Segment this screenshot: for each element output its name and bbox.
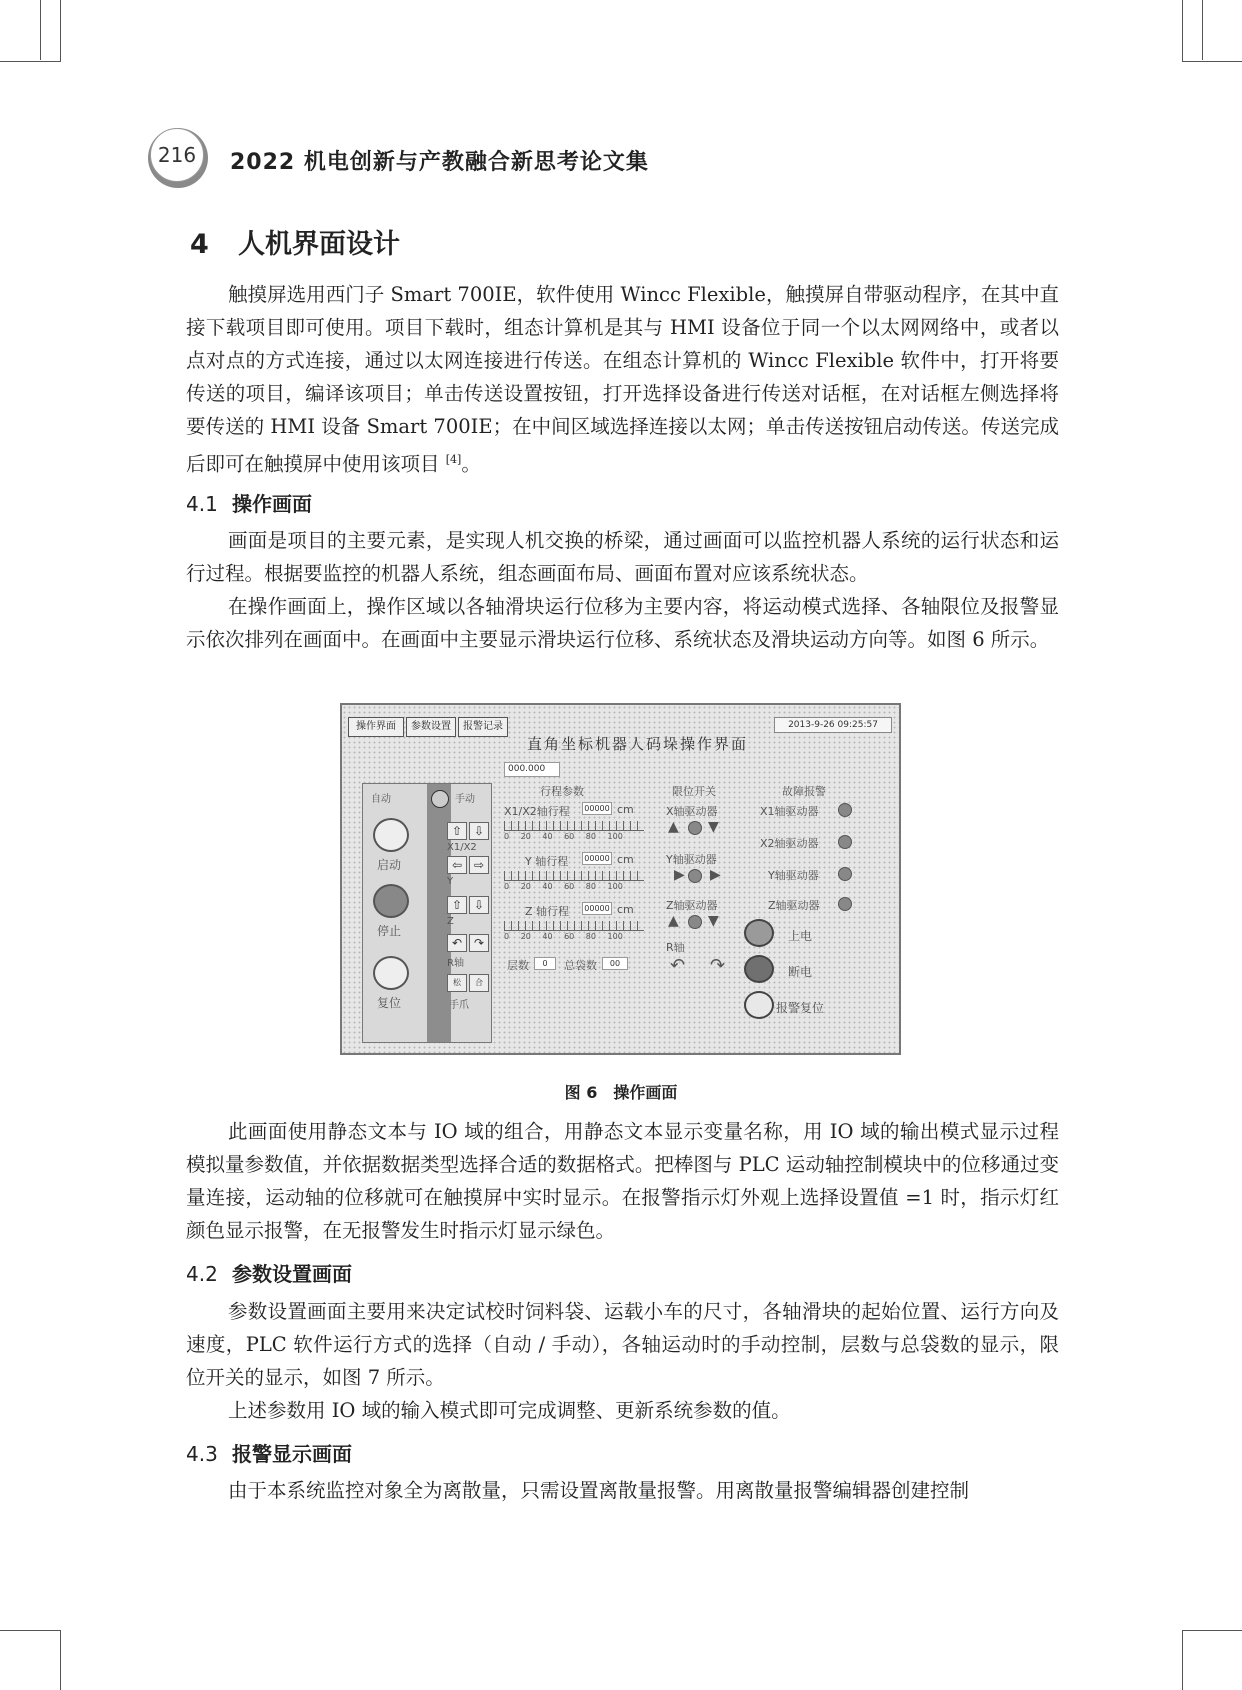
body-text (186, 524, 1059, 656)
section-number: 4 (190, 229, 209, 260)
alarm-x2-label: X2轴驱动器 (760, 837, 819, 850)
hmi-screenshot (340, 703, 901, 1055)
page-number: 216 (150, 128, 204, 182)
alarm-y-label: Y轴驱动器 (768, 869, 819, 882)
crop-mark (1182, 1630, 1183, 1690)
start-button[interactable] (373, 818, 409, 852)
rotate-ccw-icon: ↶ (670, 955, 686, 976)
crop-mark (0, 1630, 60, 1631)
crop-mark (40, 0, 41, 60)
paragraph: 在操作画面上，操作区域以各轴滑块运行位移为主要内容，将运动模式选择、各轴限位及报警显示依次排列在画面中。在画面中主要显示滑块运行位移、系统状态及滑块运动方向等。如图 6 所示。 (186, 595, 1059, 651)
mode-auto-label: 自动 (371, 794, 391, 805)
y-stroke-scale: 0 20 40 60 80 100 (504, 882, 623, 891)
crop-mark (1182, 0, 1183, 62)
power-on-button[interactable] (744, 919, 774, 947)
down-arrow-button[interactable]: ⇩ (469, 822, 489, 840)
z-stroke-scale: 0 20 40 60 80 100 (504, 932, 623, 941)
body-text (186, 278, 1059, 481)
rotate-cw-icon: ↷ (710, 955, 726, 976)
y-drive-label: Y轴驱动器 (666, 853, 717, 866)
section-title: 人机界面设计 (238, 229, 400, 260)
tab-alarm-log[interactable]: 报警记录 (458, 717, 508, 737)
body-text (186, 1474, 1059, 1507)
start-label: 启动 (377, 858, 402, 872)
z-stroke-unit: cm (617, 903, 634, 916)
z-drive-label: Z轴驱动器 (666, 899, 718, 912)
x-stroke-bar (504, 821, 644, 831)
up-arrow-button[interactable]: ⇧ (447, 896, 467, 914)
citation: [4] (445, 453, 462, 466)
crop-mark (60, 1630, 61, 1690)
gripper-label: 手爪 (449, 1000, 469, 1011)
stop-button[interactable] (373, 884, 409, 918)
mode-switch[interactable] (431, 790, 449, 808)
alarm-x1-label: X1轴驱动器 (760, 805, 819, 818)
subsection-heading: 4.1 操作画面 (186, 492, 312, 516)
alarm-reset-label: 报警复位 (776, 1001, 825, 1015)
y-limit-indicator (688, 869, 702, 883)
gripper-open-button[interactable]: 松 (447, 974, 467, 992)
rotate-cw-button[interactable]: ↷ (469, 934, 489, 952)
paragraph: 上述参数用 IO 域的输入模式即可完成调整、更新系统参数的值。 (228, 1399, 791, 1422)
crop-mark (60, 0, 61, 62)
crop-mark (1182, 1630, 1242, 1631)
up-triangle-icon: ▲ (668, 913, 679, 929)
alarm-header: 故障报警 (782, 785, 826, 798)
power-on-label: 上电 (788, 929, 813, 943)
book-title: 2022 机电创新与产教融合新思考论文集 (230, 150, 649, 175)
x-stroke-scale: 0 20 40 60 80 100 (504, 832, 623, 841)
alarm-z-led (838, 897, 852, 911)
value-display: 000.000 (504, 762, 560, 777)
axis-x1x2-label: X1/X2 (447, 842, 477, 853)
right-arrow-button[interactable]: ⇨ (469, 856, 489, 874)
layers-label: 层数 (507, 959, 529, 972)
z-stroke-label: Z 轴行程 (525, 905, 570, 918)
layers-value: 0 (534, 957, 556, 970)
r-axis-label: R轴 (666, 941, 685, 954)
crop-mark (1202, 0, 1203, 60)
x-limit-indicator (688, 821, 702, 835)
rotate-ccw-button[interactable]: ↶ (447, 934, 467, 952)
datetime-display: 2013-9-26 09:25:57 (774, 717, 892, 733)
tab-operation[interactable]: 操作界面 (348, 717, 404, 737)
paragraph: 画面是项目的主要元素，是实现人机交换的桥梁，通过画面可以监控机器人系统的运行状态和运行过程。根据要监控的机器人系统，组态画面布局、画面布置对应该系统状态。 (186, 529, 1059, 585)
limit-header: 限位开关 (672, 785, 716, 798)
axis-y-label: Y (447, 876, 454, 887)
axis-r-label: R轴 (447, 958, 464, 969)
section-heading (190, 222, 400, 261)
z-limit-indicator (688, 915, 702, 929)
y-stroke-unit: cm (617, 853, 634, 866)
paragraph: 由于本系统监控对象全为离散量，只需设置离散量报警。用离散量报警编辑器创建控制 (228, 1479, 970, 1502)
down-arrow-button[interactable]: ⇩ (469, 896, 489, 914)
body-text (186, 1295, 1059, 1427)
x-stroke-label: X1/X2轴行程 (504, 805, 570, 818)
axis-z-label: Z (447, 916, 454, 927)
down-triangle-icon: ▼ (708, 913, 719, 929)
gripper-close-button[interactable]: 合 (469, 974, 489, 992)
left-arrow-button[interactable]: ⇦ (447, 856, 467, 874)
alarm-y-led (838, 867, 852, 881)
right-triangle-icon: ▶ (710, 867, 721, 883)
x-drive-label: X轴驱动器 (666, 805, 718, 818)
alarm-z-label: Z轴驱动器 (768, 899, 820, 912)
tab-parameters[interactable]: 参数设置 (406, 717, 456, 737)
up-triangle-icon: ▲ (668, 819, 679, 835)
alarm-x1-led (838, 803, 852, 817)
mode-manual-label: 手动 (455, 794, 475, 805)
paragraph: 此画面使用静态文本与 IO 域的组合，用静态文本显示变量名称，用 IO 域的输出模式显示过程模拟量参数值，并依据数据类型选择合适的数据格式。把棒图与 PLC 运动轴控制模块中的位移通过变量连接，运动轴的位移就可在触摸屏中实时显示。在报警指示灯外观上选择设置值 =1 时，指示灯红颜色显示报警，在无报警发生时指示灯显示绿色。 (186, 1120, 1059, 1242)
control-panel (362, 783, 492, 1043)
alarm-reset-button[interactable] (744, 991, 774, 1019)
power-off-label: 断电 (788, 965, 813, 979)
figure-caption: 图 6 操作画面 (564, 1083, 678, 1102)
reset-button[interactable] (373, 956, 409, 990)
paragraph: 参数设置画面主要用来决定试校时饲料袋、运载小车的尺寸，各轴滑块的起始位置、运行方向及速度，PLC 软件运行方式的选择（自动 / 手动），各轴运动时的手动控制，层数与总袋数的显示，限位开关的显示，如图 7 所示。 (186, 1300, 1059, 1389)
crop-mark (0, 61, 60, 62)
z-stroke-bar (504, 921, 644, 931)
subsection-heading: 4.3 报警显示画面 (186, 1442, 352, 1466)
body-text (186, 1115, 1059, 1247)
x-stroke-value: 00000 (582, 802, 612, 815)
z-stroke-value: 00000 (582, 902, 612, 915)
stop-label: 停止 (377, 924, 402, 938)
paragraph: 触摸屏选用西门子 Smart 700IE，软件使用 Wincc Flexible，触摸屏自带驱动程序，在其中直接下载项目即可使用。项目下载时，组态计算机是其与 HMI 设备位于同一个以太网网络中，或者以点对点的方式连接，通过以太网连接进行传送。在组态计算机的 Wincc Flexible 软件中，打开将要传送的项目，编译该项目；单击传送设置按钮，打开选择设备进行传送对话框，在对话框左侧选择将要传送的 HMI 设备 Smart 700IE；在中间区域选择连接以太网；单击传送按钮启动传送。传送完成后即可在触摸屏中使用该项目 [4]。 (186, 283, 1059, 476)
down-triangle-icon: ▼ (708, 819, 719, 835)
subsection-heading: 4.2 参数设置画面 (186, 1262, 352, 1286)
crop-mark (1182, 61, 1242, 62)
y-stroke-value: 00000 (582, 852, 612, 865)
y-stroke-bar (504, 871, 644, 881)
screen-title: 直角坐标机器人码垛操作界面 (527, 735, 749, 753)
right-triangle-icon: ▶ (674, 867, 685, 883)
reset-label: 复位 (377, 996, 402, 1010)
up-arrow-button[interactable]: ⇧ (447, 822, 467, 840)
alarm-x2-led (838, 835, 852, 849)
power-off-button[interactable] (744, 955, 774, 983)
y-stroke-label: Y 轴行程 (525, 855, 569, 868)
bags-value: 00 (602, 957, 628, 970)
x-stroke-unit: cm (617, 803, 634, 816)
bags-label: 总袋数 (564, 959, 597, 972)
stroke-header: 行程参数 (540, 785, 584, 798)
